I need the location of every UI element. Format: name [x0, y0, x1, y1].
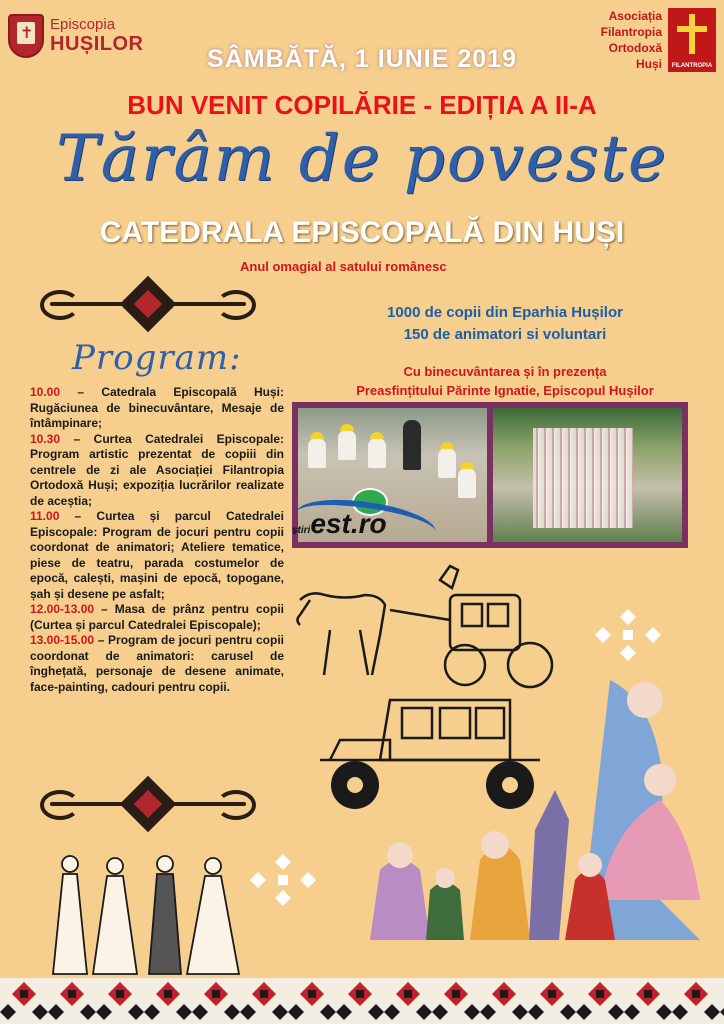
program-text: – Program de jocuri pentru copii coordonat de animatori: carusel de înghețată, personaje de desene animate, face-painting, cadouri pentru copii. — [30, 633, 284, 694]
page-title: Tărâm de poveste — [56, 122, 668, 196]
program-item — [30, 432, 284, 510]
info-blessing — [300, 362, 710, 400]
program-list — [30, 385, 284, 695]
folk-motif-icon — [240, 850, 326, 910]
ornament-bottom-icon — [30, 770, 266, 840]
program-text: – Masa de prânz pentru copii (Curtea și parcul Catedralei Episcopale); — [30, 602, 284, 632]
program-text: – Catedrala Episcopală Huși: Rugăciunea de binecuvântare, Mesaje de întâmpinare; — [30, 385, 284, 430]
program-time: 11.00 — [30, 509, 60, 523]
program-text: – Curtea Catedralei Episcopale: Program artistic prezentat de copiii din centrele de zi ale Asociației Filantropia Ortodoxă Huși; expoziția lucrărilor realizate de aceștia; — [30, 431, 284, 508]
watermark-prefix: știri — [292, 525, 311, 536]
logo-left-line2: HUȘILOR — [50, 33, 144, 55]
logo-right-line: Filantropia — [600, 25, 662, 39]
program-time: 10.00 — [30, 385, 61, 399]
info-counts — [300, 302, 710, 346]
info-volunteers: 150 de animatori si voluntari — [403, 326, 607, 343]
blessing-line1: Cu binecuvântarea și în prezența — [403, 364, 607, 379]
blessing-line2: Preasfințitului Părinte Ignatie, Episcopul Hușilor — [356, 383, 654, 398]
venue-title: CATEDRALA EPISCOPALĂ DIN HUȘI — [99, 216, 625, 249]
logo-right-line: Asociația — [608, 9, 662, 23]
tagline: Anul omagial al satului românesc — [240, 259, 447, 274]
victorian-ladies-illustration — [45, 850, 245, 980]
program-time: 13.00-15.00 — [30, 633, 95, 647]
program-time: 10.30 — [30, 431, 61, 446]
event-subtitle: BUN VENIT COPILĂRIE - EDIȚIA A II-A — [127, 90, 597, 120]
photo-procession — [493, 408, 682, 542]
program-item — [30, 602, 284, 633]
logo-left-line1: Episcopia — [50, 16, 116, 33]
program-item — [30, 509, 284, 602]
info-children: 1000 de copii din Eparhia Hușilor — [387, 304, 623, 321]
watermark-text: est.ro — [310, 508, 387, 539]
badge-label: FILANTROPIA — [671, 63, 713, 69]
fairy-tale-characters-illustration — [360, 660, 724, 980]
program-time: 12.00-13.00 — [30, 602, 95, 616]
program-heading: Program: — [72, 338, 242, 378]
embroidered-border — [0, 978, 724, 1024]
event-date: SÂMBĂTĂ, 1 IUNIE 2019 — [207, 45, 517, 73]
watermark-logo — [292, 488, 402, 544]
program-item — [30, 385, 284, 432]
ornament-top-icon — [30, 270, 266, 340]
folk-motif-icon — [585, 605, 671, 665]
program-text: – Curtea și parcul Catedralei Episcopale: Program de jocuri pentru copii coordonat de animatori; Ateliere tematice, piese de teatru, parada costumelor de epocă, calești, mașini de epocă, topogane, șah și desene pe asfalt; — [30, 509, 284, 601]
logo-right-line: Ortodoxă — [608, 41, 662, 55]
logo-right-line: Huși — [635, 57, 662, 71]
program-item — [30, 633, 284, 695]
